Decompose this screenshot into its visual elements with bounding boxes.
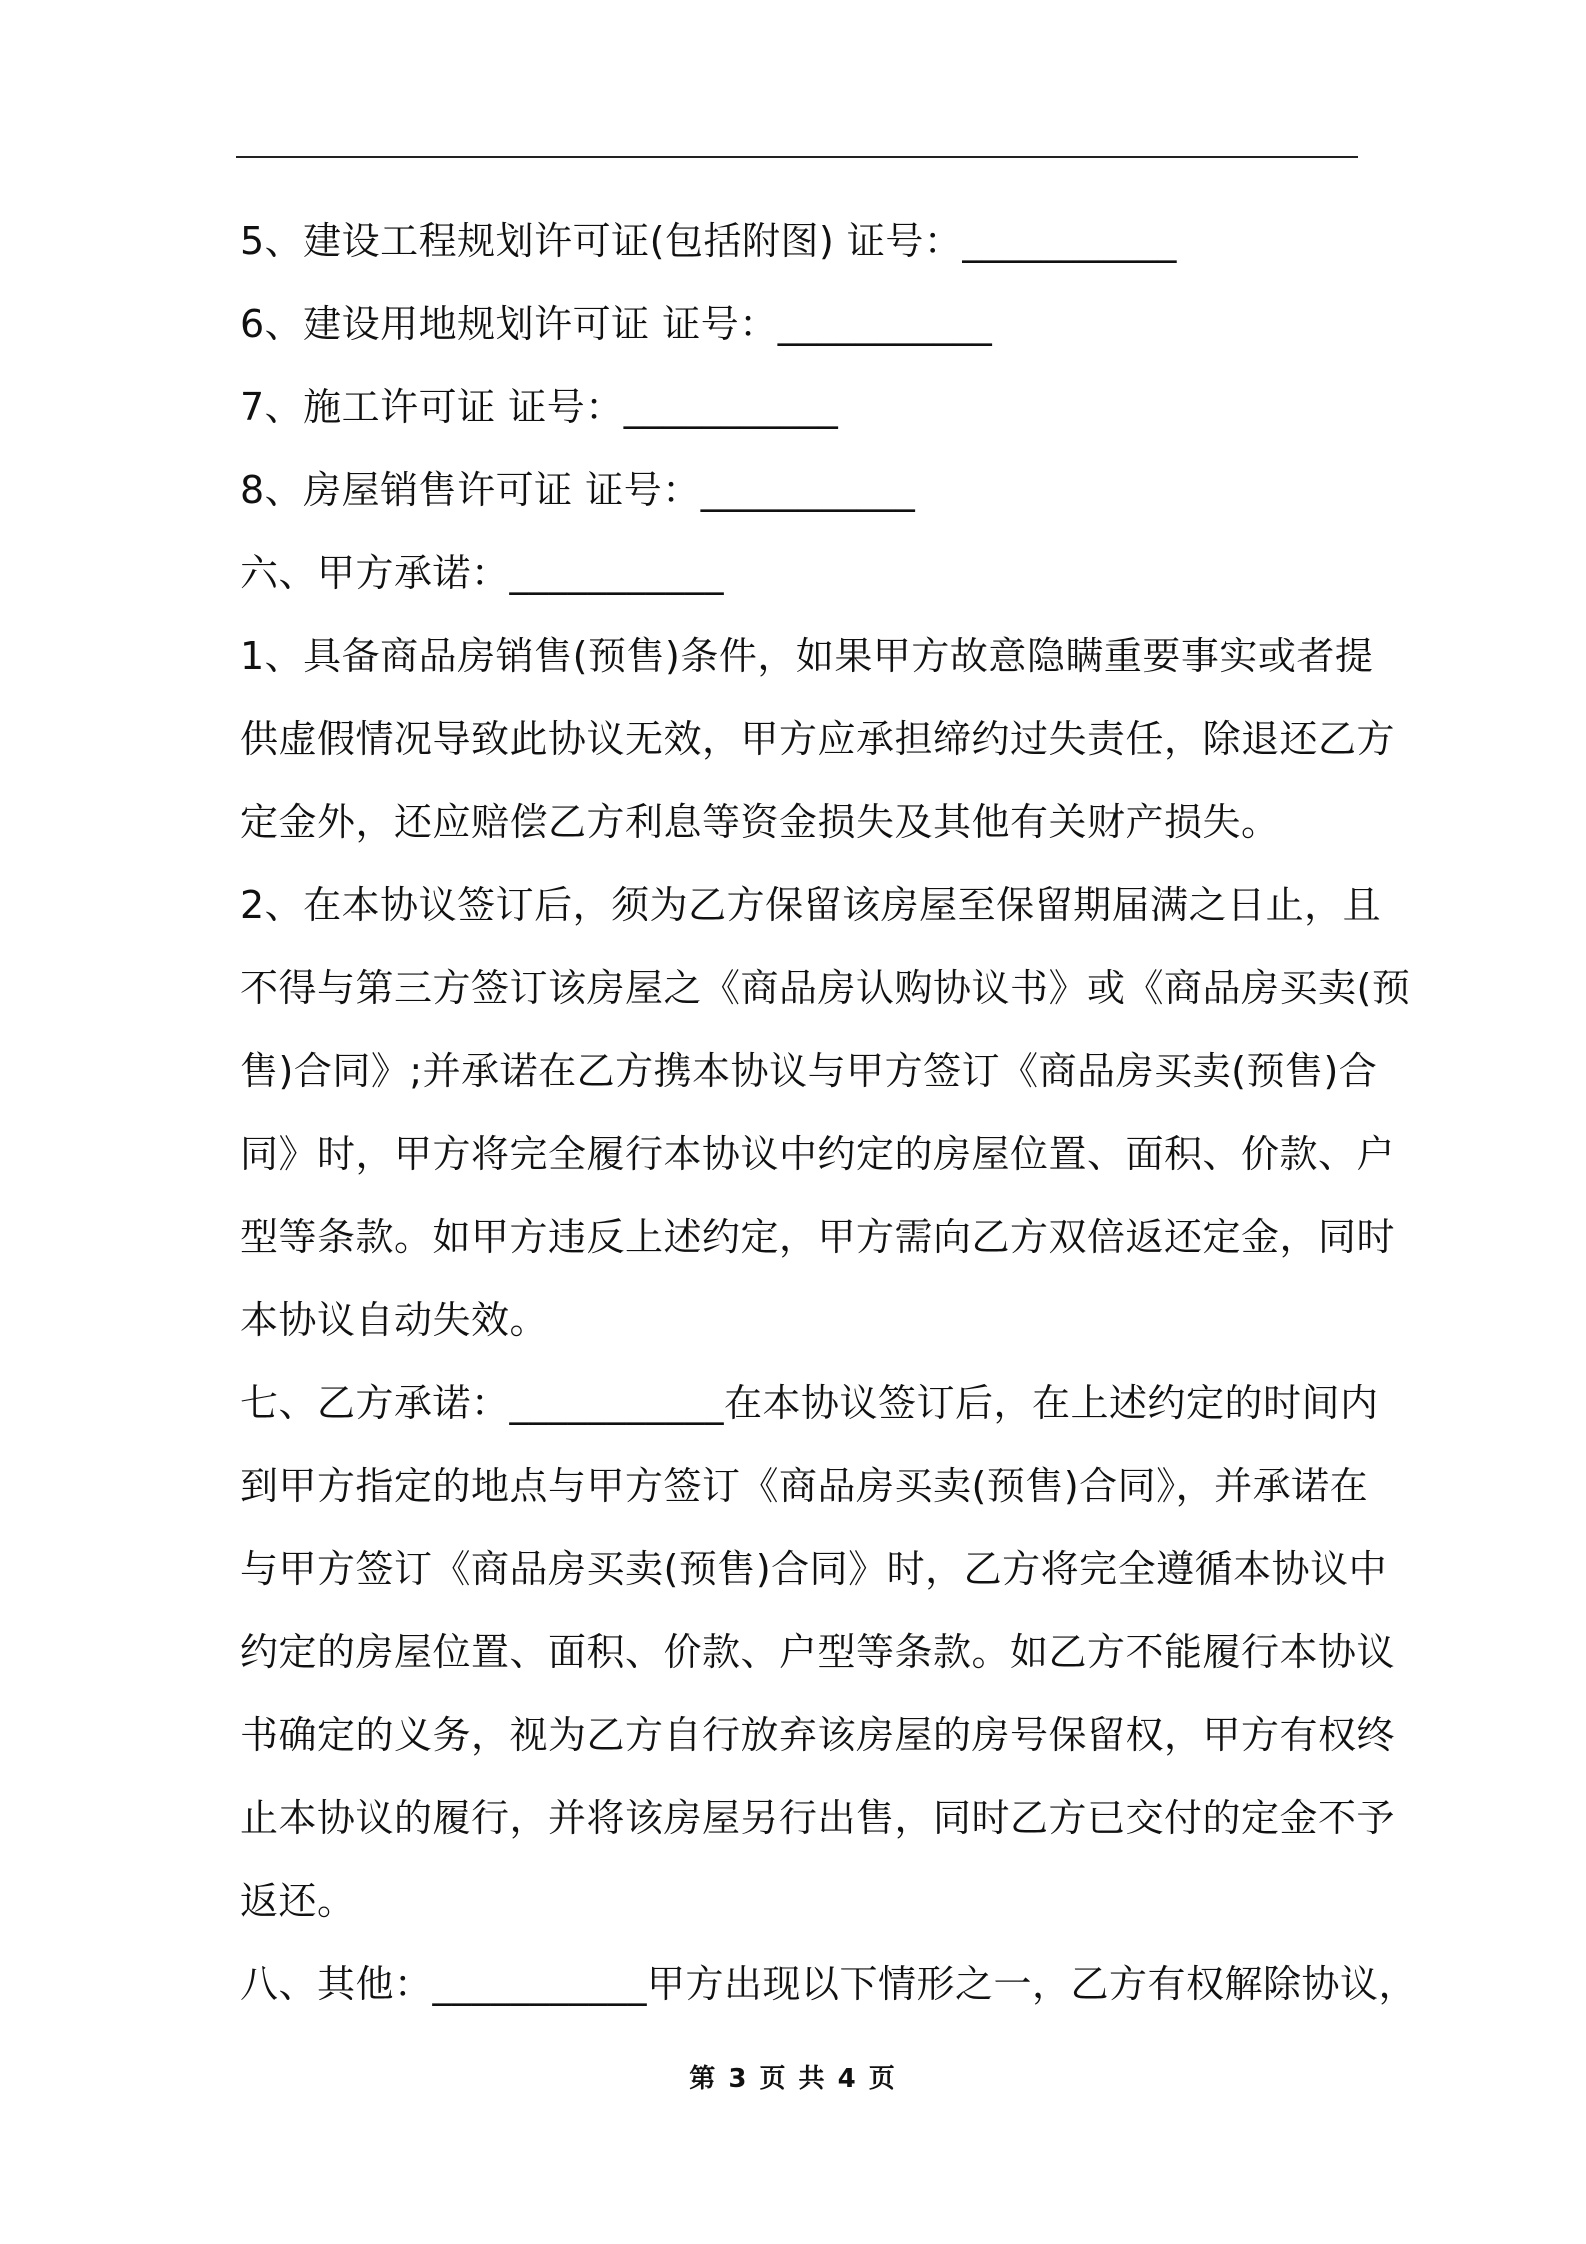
line-text: 同》时，甲方将完全履行本协议中约定的房屋位置、面积、价款、户 [240,1132,1396,1176]
line-text: 本协议自动失效。 [240,1298,549,1342]
text-line [240,781,1360,864]
document-body [240,200,1418,2026]
text-line [240,947,1411,1030]
line-text: 5、建设工程规划许可证(包括附图) 证号： [240,219,963,263]
text-line [240,1777,1396,1860]
line-text: 止本协议的履行，并将该房屋另行出售，同时乙方已交付的定金不予 [240,1796,1396,1840]
line-text: 2、在本协议签订后，须为乙方保留该房屋至保留期届满之日止，且 [240,883,1382,927]
text-line [240,1445,1369,1528]
blank-field: ___________ [700,468,916,512]
line-text: 不得与第三方签订该房屋之《商品房认购协议书》或《商品房买卖(预 [240,966,1411,1010]
text-line [240,1528,1388,1611]
blank-field: ___________ [777,302,993,346]
line-text: 书确定的义务，视为乙方自行放弃该房屋的房号保留权，甲方有权终 [240,1713,1396,1757]
line-text: 型等条款。如甲方违反上述约定，甲方需向乙方双倍返还定金，同时 [240,1215,1396,1259]
text-line [240,615,1374,698]
text-line [240,1113,1396,1196]
line-text: 约定的房屋位置、面积、价款、户型等条款。如乙方不能履行本协议 [240,1630,1396,1674]
text-line [240,698,1396,781]
blank-field: ___________ [509,1381,725,1425]
line-text: 6、建设用地规划许可证 证号： [240,302,778,346]
text-line [240,1694,1396,1777]
line-text: 八、其他： [240,1962,433,2006]
line-text: 七、乙方承诺： [240,1381,510,1425]
page-number-footer: 第 3 页 共 4 页 [689,2064,897,2094]
text-line [240,1196,1396,1279]
text-line [240,283,1360,366]
header-rule [236,156,1358,158]
line-text: 供虚假情况导致此协议无效，甲方应承担缔约过失责任，除退还乙方 [240,717,1396,761]
blank-field: ___________ [432,1962,648,2006]
text-line [240,1611,1396,1694]
section-heading [240,1943,1418,2026]
line-text: 返还。 [240,1879,356,1923]
text-line [240,1279,1360,1362]
blank-field: ___________ [962,219,1177,263]
line-text: 与甲方签订《商品房买卖(预售)合同》时，乙方将完全遵循本协议中 [240,1547,1388,1591]
line-text: 六、甲方承诺： [240,551,510,595]
text-line [240,200,1360,283]
section-heading [240,532,1360,615]
text-line [240,366,1360,449]
text-line [240,1860,1360,1943]
line-text: 到甲方指定的地点与甲方签订《商品房买卖(预售)合同》，并承诺在 [240,1464,1369,1508]
section-heading [240,1362,1379,1445]
blank-field: ___________ [509,551,725,595]
line-text: 8、房屋销售许可证 证号： [240,468,701,512]
line-text: 7、施工许可证 证号： [240,385,624,429]
line-text: 1、具备商品房销售(预售)条件，如果甲方故意隐瞒重要事实或者提 [240,634,1374,678]
line-text: 售)合同》;并承诺在乙方携本协议与甲方签订《商品房买卖(预售)合 [240,1049,1378,1093]
line-text-after: 甲方出现以下情形之一，乙方有权解除协议， [647,1962,1418,2006]
line-text: 定金外，还应赔偿乙方利息等资金损失及其他有关财产损失。 [240,800,1280,844]
text-line [240,449,1360,532]
text-line [240,1030,1378,1113]
blank-field: ___________ [623,385,839,429]
line-text-after: 在本协议签订后，在上述约定的时间内 [724,1381,1379,1425]
text-line [240,864,1382,947]
